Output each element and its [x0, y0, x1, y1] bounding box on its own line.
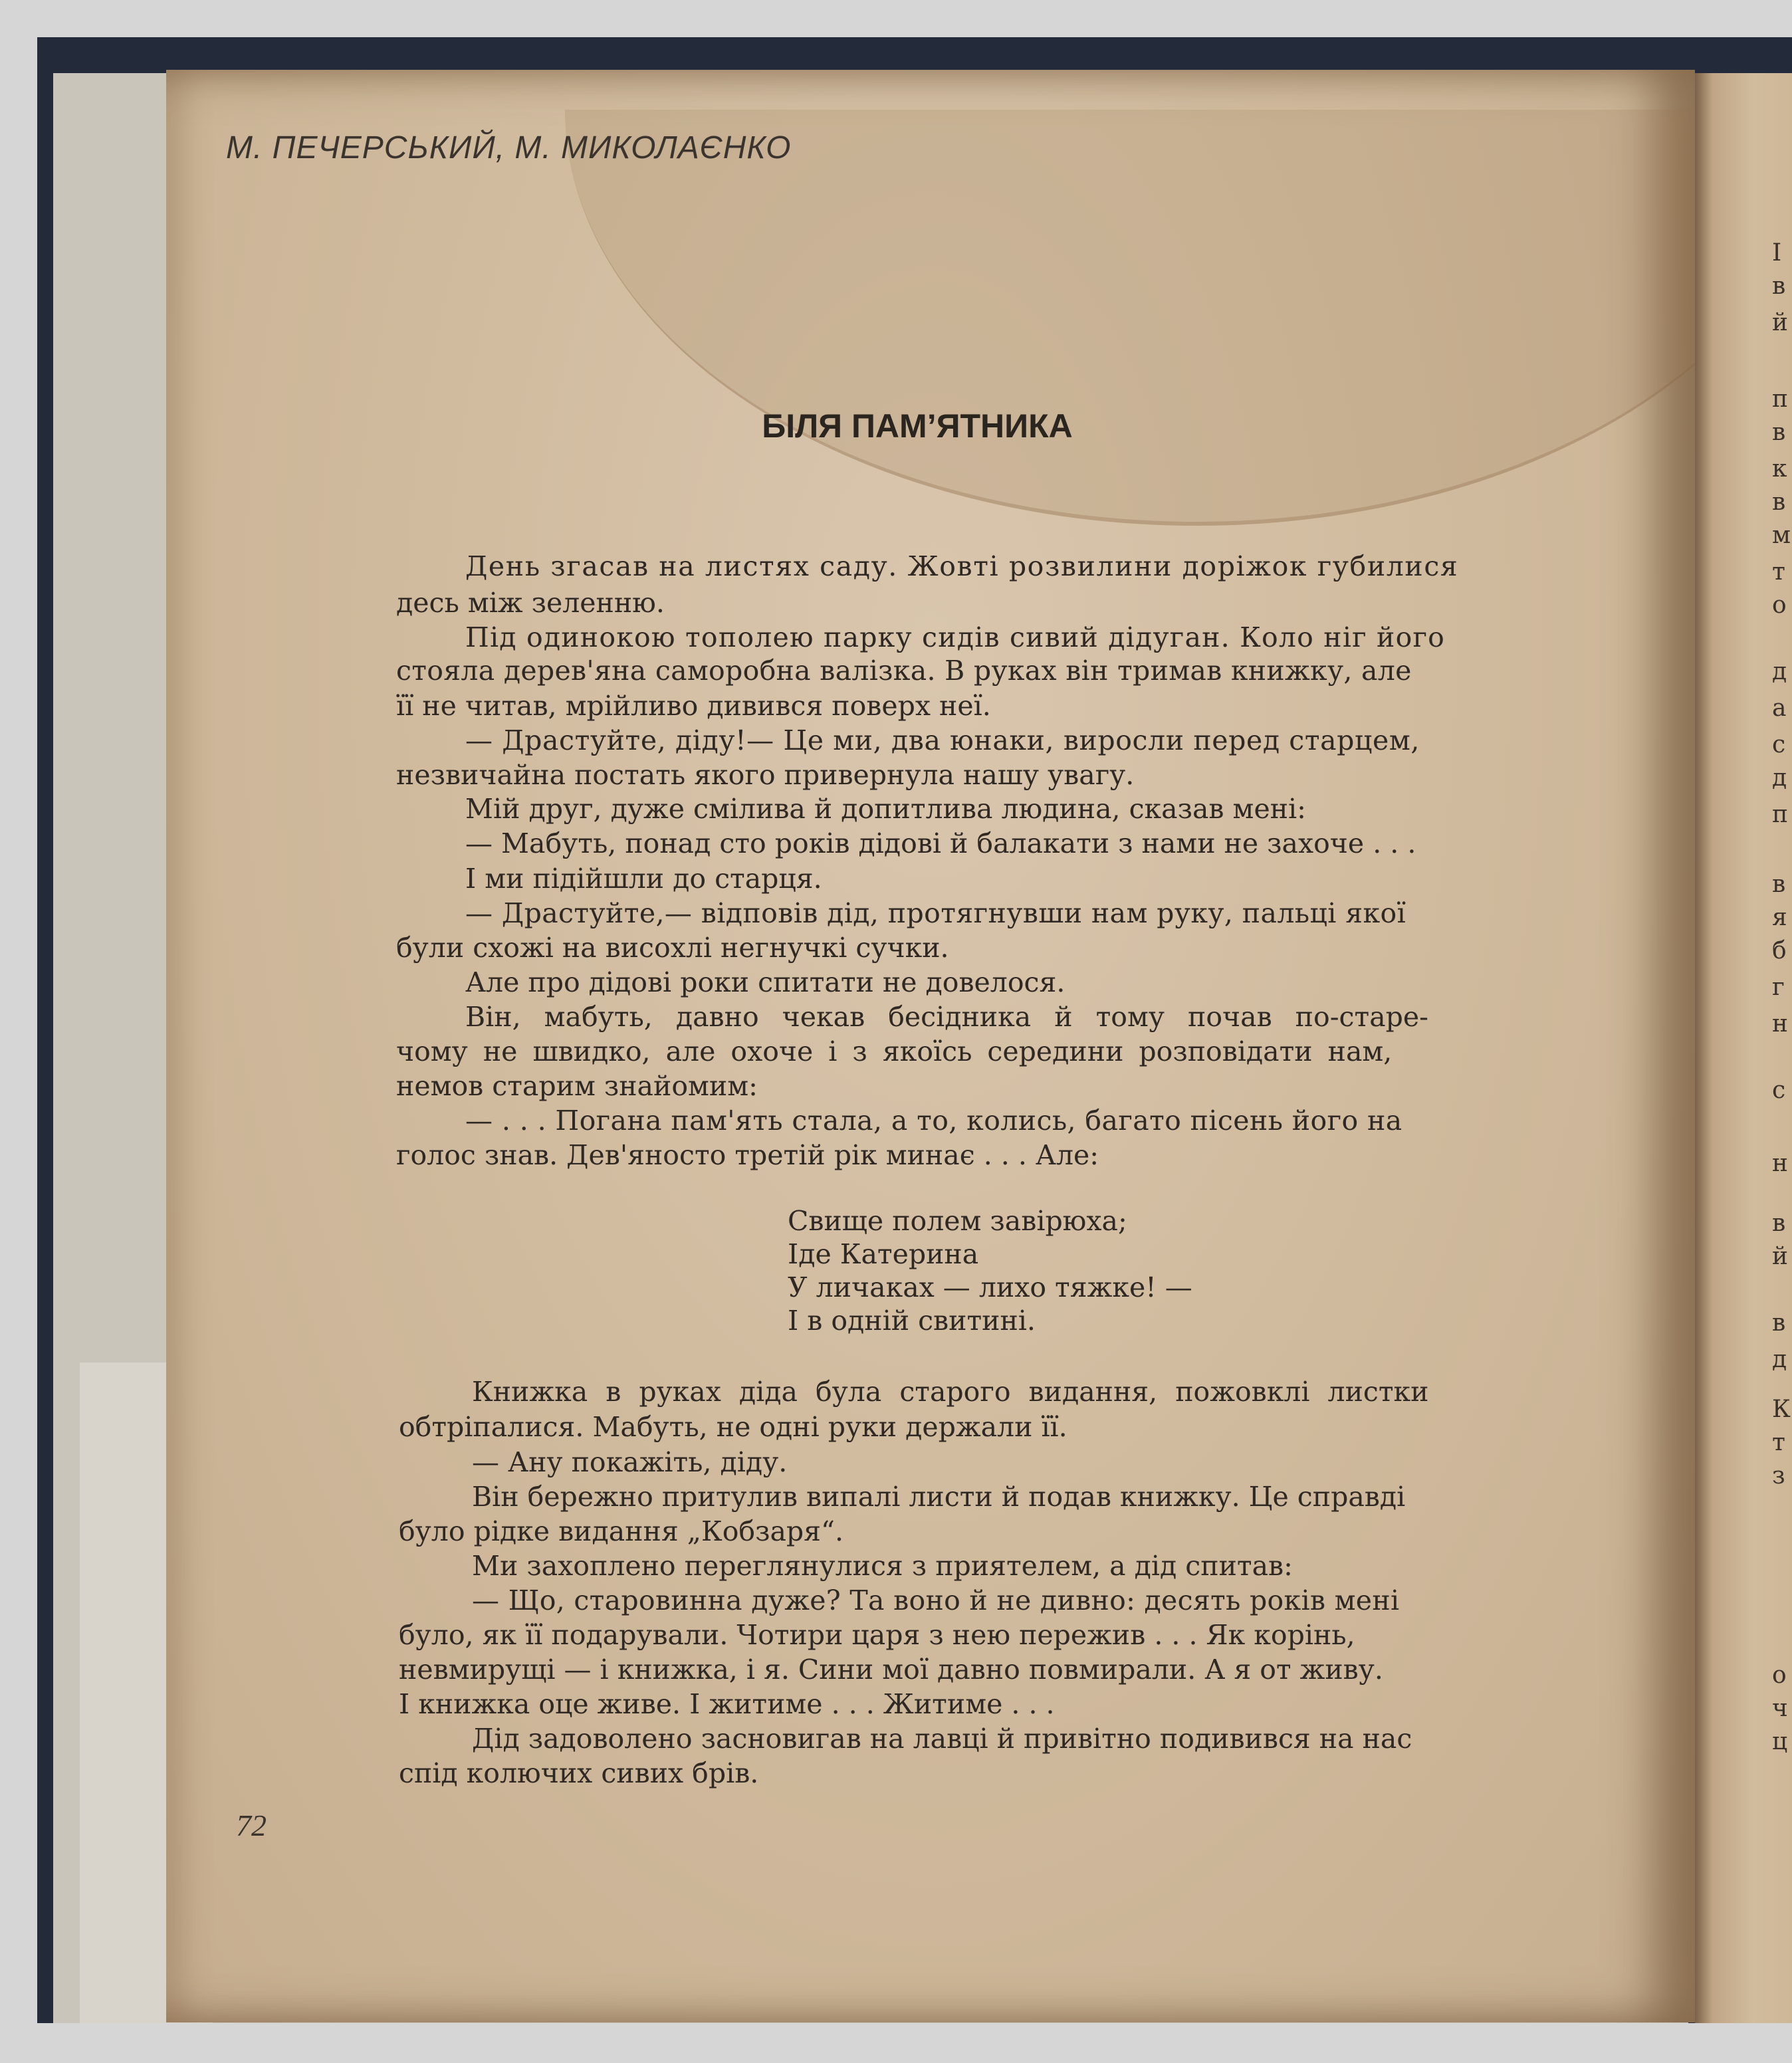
facing-page-letter: в — [1772, 419, 1786, 446]
text-line: — . . . Погана пам'ять стала, а то, колись, багато пісень його на — [465, 1105, 1402, 1137]
facing-page-letter: й — [1772, 309, 1788, 336]
facing-page-letter: н — [1772, 1010, 1788, 1037]
facing-page-letter: с — [1772, 1077, 1786, 1104]
text-line: — Драстуйте, діду!— Це ми, два юнаки, виросли перед старцем, — [465, 724, 1420, 756]
facing-page-letter: І — [1772, 239, 1782, 267]
text-line: Але про дідові роки спитати не довелося. — [465, 966, 1065, 998]
poem-line: І в одній свитині. — [788, 1305, 1036, 1337]
facing-page-letter: к — [1772, 455, 1787, 483]
text-line: немов старим знайомим: — [396, 1070, 758, 1102]
facing-page-letter: г — [1772, 974, 1785, 1001]
poem-line: Іде Катерина — [788, 1238, 979, 1270]
facing-page-letter: о — [1772, 1662, 1787, 1689]
text-line: незвичайна постать якого привернула нашу увагу. — [396, 759, 1135, 791]
facing-page-letter: т — [1772, 1429, 1785, 1456]
facing-page-edge — [1695, 73, 1792, 2023]
text-line: спід колючих сивих брів. — [399, 1757, 759, 1789]
facing-page-letter: я — [1772, 904, 1787, 931]
poem-line: Свище полем завірюха; — [788, 1205, 1127, 1237]
text-line: Книжка в руках діда була старого видання, пожовклі листки — [472, 1376, 1429, 1408]
text-line: — Драстуйте,— відповів дід, протягнувши нам руку, пальці якої — [465, 897, 1406, 929]
poem-line: У личаках — лихо тяжке! — — [788, 1271, 1192, 1303]
facing-page-letter: ч — [1772, 1695, 1788, 1722]
text-line: І ми підійшли до старця. — [465, 863, 822, 895]
facing-page-letter: в — [1772, 272, 1786, 300]
facing-page-letter: п — [1772, 385, 1788, 413]
text-line: стояла дерев'яна саморобна валізка. В руках він тримав книжку, але — [396, 655, 1412, 687]
text-line: чому не швидко, але охоче і з якоїсь середини розповідати нам, — [396, 1035, 1393, 1067]
water-stain — [565, 110, 1792, 526]
facing-page-letter: д — [1772, 1346, 1787, 1373]
text-line: — Ану покажіть, діду. — [472, 1446, 788, 1478]
text-line: — Що, старовинна дуже? Та воно й не дивно: десять років мені — [472, 1584, 1400, 1616]
text-line: було, як її подарували. Чотири царя з нею пережив . . . Як корінь, — [399, 1619, 1355, 1651]
facing-page-letter: в — [1772, 871, 1786, 898]
text-line: І книжка оце живе. І житиме . . . Житиме . . . — [399, 1688, 1055, 1720]
facing-page-letter: т — [1772, 558, 1785, 586]
text-line: Під одинокою тополею парку сидів сивий дідуган. Коло ніг його — [465, 621, 1446, 653]
text-line: — Мабуть, понад сто років дідові й балакати з нами не захоче . . . — [465, 827, 1416, 859]
text-line: Він бережно притулив випалі листи й подав книжку. Це справді — [472, 1481, 1406, 1513]
text-line: Дід задоволено засновигав на лавці й привітно подивився на нас — [472, 1723, 1412, 1755]
facing-page-letter: в — [1772, 1210, 1786, 1237]
page-header-authors: М. ПЕЧЕРСЬКИЙ, М. МИКОЛАЄНКО — [226, 130, 792, 165]
facing-page-letter: а — [1772, 695, 1787, 722]
facing-page-letter: с — [1772, 731, 1786, 758]
text-line: голос знав. Дев'яносто третій рік минає . . . Але: — [396, 1139, 1099, 1171]
text-line: було рідке видання „Кобзаря“. — [399, 1515, 843, 1547]
facing-page-letter: б — [1772, 937, 1787, 964]
text-line: були схожі на висохлі негнучкі сучки. — [396, 932, 949, 964]
text-line: невмирущі — і книжка, і я. Сини мої давно повмирали. А я от живу. — [399, 1654, 1383, 1685]
text-line: десь між зеленню. — [396, 587, 665, 619]
facing-page-letter: в — [1772, 489, 1786, 516]
facing-page-letter: ц — [1772, 1728, 1788, 1755]
facing-page-letter: й — [1772, 1243, 1788, 1270]
facing-page-letter: н — [1772, 1150, 1788, 1177]
facing-page-letter: д — [1772, 658, 1787, 685]
story-title: БІЛЯ ПАМ’ЯТНИКА — [762, 407, 1073, 445]
text-line: День згасав на листях саду. Жовті розвилини доріжок губилися — [465, 550, 1459, 582]
facing-page-letter: м — [1772, 522, 1791, 549]
text-line: Мій друг, дуже смілива й допитлива людина, сказав мені: — [465, 793, 1306, 825]
facing-page-letter: К — [1772, 1396, 1791, 1423]
facing-page-letter: д — [1772, 764, 1787, 792]
facing-page-letter: з — [1772, 1462, 1785, 1489]
facing-page-letter: о — [1772, 592, 1787, 619]
text-line: її не читав, мрійливо дивився поверх неї. — [396, 690, 991, 722]
facing-page-letter: п — [1772, 801, 1788, 828]
page-number: 72 — [236, 1808, 267, 1842]
facing-page-letter: в — [1772, 1309, 1786, 1337]
text-line: Ми захоплено переглянулися з приятелем, а дід спитав: — [472, 1550, 1293, 1582]
text-line: Він, мабуть, давно чекав бесідника й тому почав по-старе- — [465, 1001, 1429, 1033]
text-line: обтріпалися. Мабуть, не одні руки держали її. — [399, 1411, 1067, 1443]
